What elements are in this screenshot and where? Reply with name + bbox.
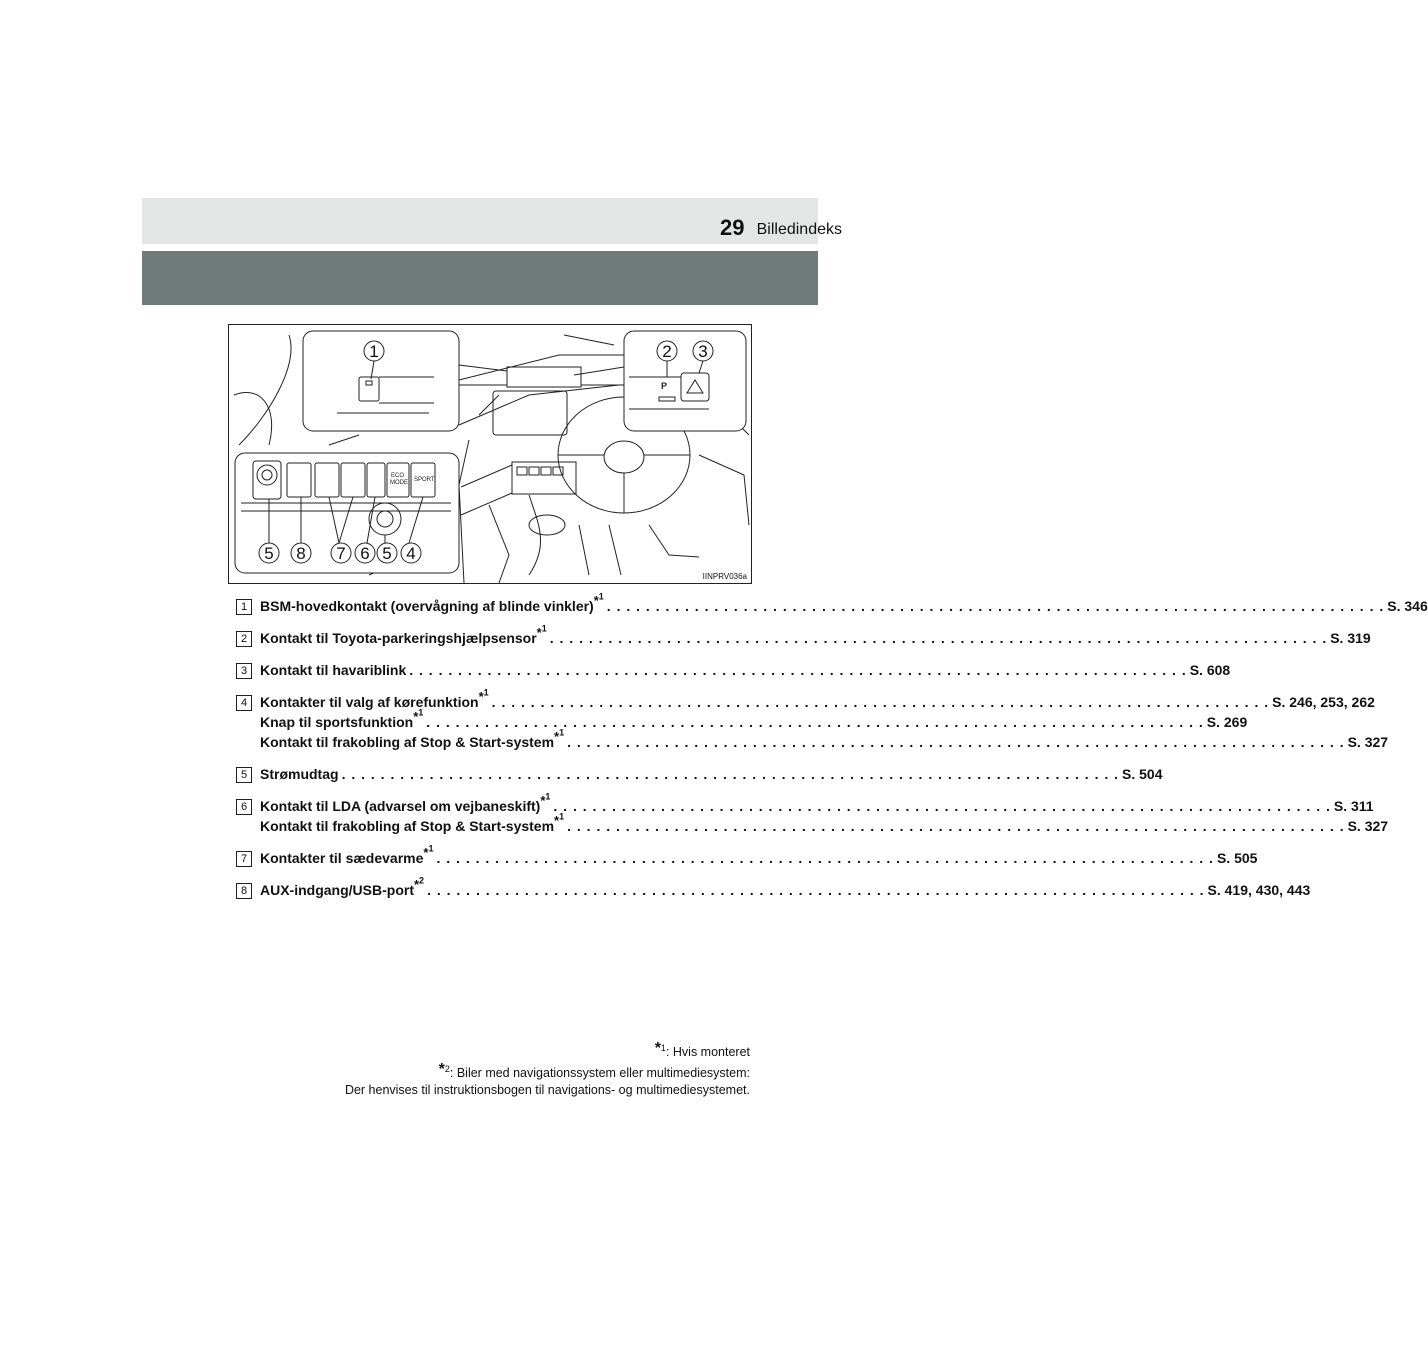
index-list — [236, 592, 1428, 912]
leader-dots: . . . . . . . . . . . . . . . . . . . . . . . . . . . . . . . . . . . . . . . . . . . . . . . . . . . . . . . . . . . . . . . . . . . . . . . . . . . . . . . . — [436, 850, 1214, 866]
section-title: Billedindeks — [756, 221, 842, 238]
index-entry[interactable] — [260, 844, 1258, 868]
index-entry[interactable] — [260, 728, 1389, 752]
leader-dots: . . . . . . . . . . . . . . . . . . . . . . . . . . . . . . . . . . . . . . . . . . . . . . . . . . . . . . . . . . . . . . . . . . . . . . . . . . . . . . . . — [426, 714, 1204, 730]
footnote-2: *$^2$: Biler med navigationssystem eller multimediesystem: — [438, 1061, 750, 1081]
entry-label: Kontakt til frakobling af Stop & Start-system$^{*^1}$ — [260, 812, 565, 834]
header-band — [142, 251, 818, 305]
page-reference: S. 346 — [1387, 598, 1428, 614]
leader-dots: . . . . . . . . . . . . . . . . . . . . . . . . . . . . . . . . . . . . . . . . . . . . . . . . . . . . . . . . . . . . . . . . . . . . . . . . . . . . . . . . — [606, 598, 1385, 614]
figure-code: IINPRV036a — [702, 572, 747, 581]
svg-text:P: P — [661, 381, 668, 391]
page-reference: S. 327 — [1347, 734, 1389, 750]
header-bar — [142, 198, 818, 244]
page-reference: S. 504 — [1122, 766, 1163, 782]
index-item-1 — [236, 592, 1428, 616]
footnote-ref: *1 — [554, 812, 565, 829]
svg-text:SPORT: SPORT — [414, 477, 435, 483]
index-entry[interactable] — [260, 764, 1163, 784]
dashboard-illustration — [228, 324, 752, 584]
entry-label: Kontakt til LDA (advarsel om vejbaneskift)$^{*^1}$ — [260, 792, 551, 814]
item-number: 2 — [236, 631, 252, 647]
index-entry[interactable] — [260, 812, 1389, 836]
item-number: 1 — [236, 599, 252, 615]
index-item-5 — [236, 764, 1163, 784]
callout-bottom-8: 8 — [296, 544, 306, 563]
entry-label: Kontakt til Toyota-parkeringshjælpsensor$^{*^1}$ — [260, 624, 547, 646]
svg-text:MODE: MODE — [390, 480, 408, 486]
page-reference: S. 608 — [1189, 662, 1231, 678]
dashboard-drawing — [229, 325, 751, 583]
entry-label: BSM-hovedkontakt (overvågning af blinde vinkler)$^{*^1}$ — [260, 592, 604, 614]
footnote-1: *$^1$: Hvis monteret — [654, 1040, 750, 1060]
item-number: 3 — [236, 663, 252, 679]
index-item-7 — [236, 844, 1258, 868]
page-reference: S. 319 — [1330, 630, 1371, 646]
callout-bottom-4: 4 — [406, 544, 416, 563]
leader-dots: . . . . . . . . . . . . . . . . . . . . . . . . . . . . . . . . . . . . . . . . . . . . . . . . . . . . . . . . . . . . . . . . . . . . . . . . . . . . . . . . — [341, 766, 1120, 782]
callout-top-3: 3 — [698, 342, 708, 361]
entry-label: Kontakter til sædevarme$^{*^1}$ — [260, 844, 434, 866]
leader-dots: . . . . . . . . . . . . . . . . . . . . . . . . . . . . . . . . . . . . . . . . . . . . . . . . . . . . . . . . . . . . . . . . . . . . . . . . . . . . . . . . — [567, 734, 1345, 750]
footnotes — [345, 1040, 750, 1099]
leader-dots: . . . . . . . . . . . . . . . . . . . . . . . . . . . . . . . . . . . . . . . . . . . . . . . . . . . . . . . . . . . . . . . . . . . . . . . . . . . . . . . . — [427, 882, 1205, 898]
item-number: 5 — [236, 767, 252, 783]
callout-top-2: 2 — [662, 342, 672, 361]
item-number: 6 — [236, 799, 252, 815]
index-entry[interactable] — [260, 592, 1428, 616]
footnote-2-continued: Der henvises til instruktionsbogen til navigations- og multimediesystemet. — [344, 1083, 750, 1098]
footnote-ref: *1 — [413, 708, 424, 725]
callout-top-1: 1 — [369, 342, 379, 361]
index-entry[interactable] — [260, 624, 1371, 648]
footnote-ref: *1 — [554, 728, 565, 745]
entry-label: Kontakt til havariblink — [260, 662, 407, 678]
leader-dots: . . . . . . . . . . . . . . . . . . . . . . . . . . . . . . . . . . . . . . . . . . . . . . . . . . . . . . . . . . . . . . . . . . . . . . . . . . . . . . . . — [553, 798, 1331, 814]
index-item-8 — [236, 876, 1311, 900]
page-reference: S. 327 — [1347, 818, 1389, 834]
index-entry[interactable] — [260, 708, 1248, 732]
entry-label: Kontakt til frakobling af Stop & Start-system$^{*^1}$ — [260, 728, 565, 750]
svg-text:ECO: ECO — [391, 473, 405, 479]
entry-label: Kontakter til valg af kørefunktion$^{*^1}$ — [260, 688, 489, 710]
item-number: 8 — [236, 883, 252, 899]
footnote-ref: *1 — [540, 792, 551, 809]
page-reference: S. 505 — [1216, 850, 1258, 866]
leader-dots: . . . . . . . . . . . . . . . . . . . . . . . . . . . . . . . . . . . . . . . . . . . . . . . . . . . . . . . . . . . . . . . . . . . . . . . . . . . . . . . . — [491, 694, 1270, 710]
page-reference: S. 311 — [1333, 798, 1374, 814]
page-reference: S. 419, 430, 443 — [1207, 882, 1311, 898]
callout-bottom-6: 6 — [360, 544, 370, 563]
index-item-6 — [236, 792, 1389, 836]
item-number: 4 — [236, 695, 252, 711]
index-entry[interactable] — [260, 660, 1231, 680]
index-item-3 — [236, 660, 1231, 680]
page-reference: S. 269 — [1206, 714, 1248, 730]
callout-bottom-7: 7 — [336, 544, 346, 563]
leader-dots: . . . . . . . . . . . . . . . . . . . . . . . . . . . . . . . . . . . . . . . . . . . . . . . . . . . . . . . . . . . . . . . . . . . . . . . . . . . . . . . . — [409, 662, 1187, 678]
index-item-4 — [236, 688, 1389, 752]
item-number: 7 — [236, 851, 252, 867]
page-reference: S. 246, 253, 262 — [1272, 694, 1375, 710]
footnote-ref: *1 — [478, 688, 489, 705]
footnote-ref: *1 — [593, 592, 604, 609]
index-entry[interactable] — [260, 876, 1311, 900]
callout-bottom-5a: 5 — [264, 544, 274, 563]
callout-bottom-5b: 5 — [382, 544, 392, 563]
footnote-ref: *1 — [536, 624, 547, 641]
leader-dots: . . . . . . . . . . . . . . . . . . . . . . . . . . . . . . . . . . . . . . . . . . . . . . . . . . . . . . . . . . . . . . . . . . . . . . . . . . . . . . . . — [567, 818, 1345, 834]
page-number: 29 — [720, 215, 745, 240]
index-item-2 — [236, 624, 1371, 648]
footnote-ref: *1 — [423, 844, 434, 861]
entry-label: Strømudtag — [260, 766, 339, 782]
footnote-ref: *2 — [413, 876, 425, 893]
index-entry[interactable] — [260, 792, 1374, 816]
entry-label: AUX-indgang/USB-port$^{*^2}$ — [260, 876, 425, 898]
entry-label: Knap til sportsfunktion$^{*^1}$ — [260, 708, 424, 730]
leader-dots: . . . . . . . . . . . . . . . . . . . . . . . . . . . . . . . . . . . . . . . . . . . . . . . . . . . . . . . . . . . . . . . . . . . . . . . . . . . . . . . . — [549, 630, 1328, 646]
index-entry[interactable] — [260, 688, 1375, 712]
